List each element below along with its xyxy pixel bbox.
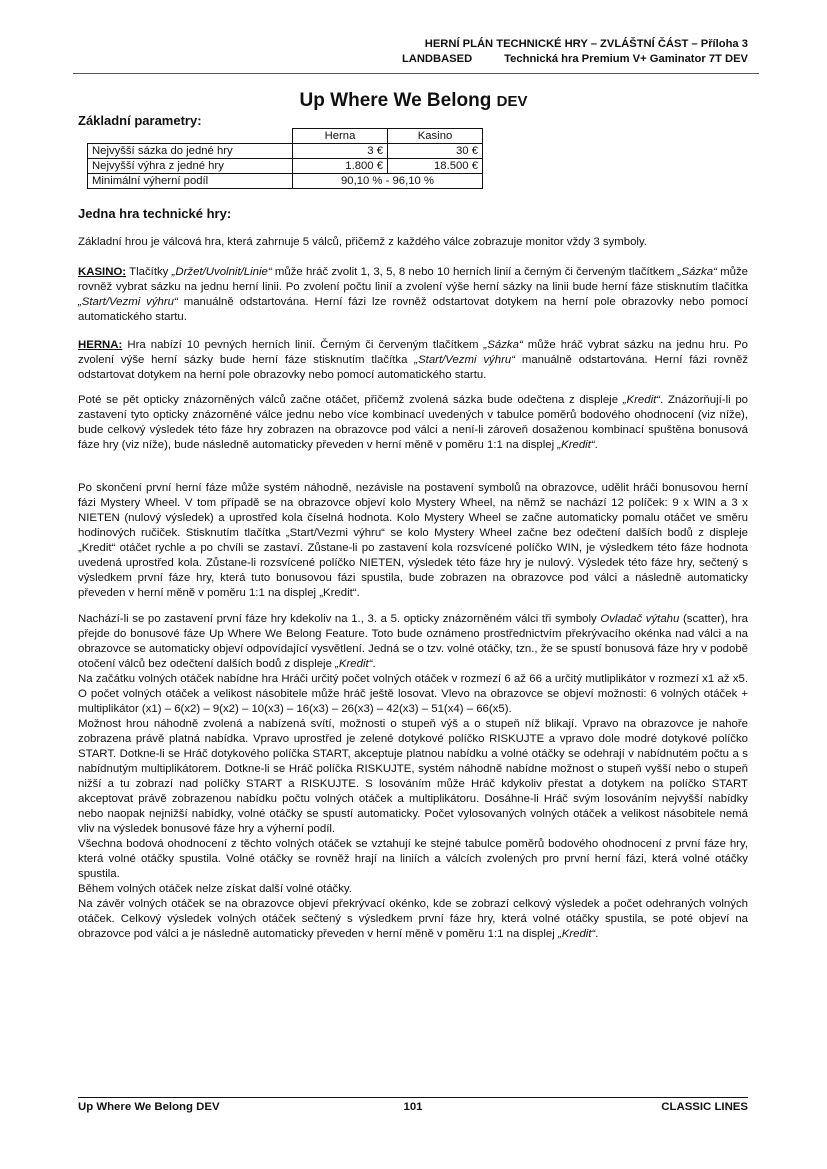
display-name: „Kredit“ (622, 394, 661, 406)
text: může hráč zvolit 1, 3, 5, 8 nebo 10 herních linií a černým či červeným tlačítkem (271, 266, 678, 278)
footer-game-name: Up Where We Belong DEV (78, 1101, 220, 1113)
footer-category: CLASSIC LINES (661, 1101, 748, 1113)
text: Na závěr volných otáček se na obrazovce objeví překrývací okénko, kde se zobrazí celkový výsledek a počet odehraných volných otáček. Celkový výsledek volných otáček sečtený s výsledkem první fáze hry, která volné otáčky spustila, se poté objeví na obrazovce pod válci a je následně automaticky převeden v herní měně v poměru 1:1 na displej (78, 898, 748, 940)
row-kasino-value: 30 € (388, 144, 483, 159)
table-row (88, 144, 483, 159)
text: Poté se pět opticky znázorněných válců začne otáčet, přičemž zvolená sázka bude odečtena z displeje (78, 394, 623, 406)
no-retrigger-text: Během volných otáček nelze získat další volné otáčky. (78, 883, 352, 895)
freespins-offer-text: Na začátku volných otáček nabídne hra Hráči určitý počet volných otáček v rozmezí 6 až 66 a určitý mutliplikátor v rozmezí x1 až x5. O počet volných otáček a velikost násobitele může hráč ještě losovat. Vlevo na obrazovce se objeví možnosti: 6 volných otáček + multiplikátor (x1) – 6(x2) – 9(x2) – 10(x3) – 16(x3) – 26(x3) – 42(x3) – 51(x4) – 66(x5). (78, 673, 748, 715)
text: (scatter), hra přejde do bonusové fáze Up Where We Belong Feature. Toto bude oznámeno prostřednictvím překrývacího okénka nad válci a na obrazovce se automaticky objeví odpovídající vysvětlení. Jedná se o tzv. volné otáčky, tzn., že se spustí bonusová fáze hry v podobě otočení válců bez odečtení dalších bodů z displeje (78, 613, 749, 670)
kasino-paragraph (78, 265, 748, 325)
params-header-row (88, 129, 483, 144)
header-divider (73, 73, 759, 74)
params-col-kasino: Kasino (388, 129, 483, 144)
row-label: Nejvyšší výhra z jedné hry (88, 159, 293, 174)
display-name: „Kredit“ (557, 439, 595, 451)
row-kasino-value: 18.500 € (388, 159, 483, 174)
row-combined-value: 90,10 % - 96,10 % (293, 174, 483, 189)
display-name: „Kredit“ (335, 658, 373, 670)
params-col-herna: Herna (293, 129, 388, 144)
header-document-title: HERNÍ PLÁN TECHNICKÉ HRY – ZVLÁŠTNÍ ČÁST – Příloha 3 (424, 38, 748, 50)
text: manuálně odstartována. Herní fázi lze rovněž odstartovat dotykem na herní pole obrazovky nebo pomocí automatického startu. (78, 296, 748, 323)
kasino-label: KASINO: (78, 266, 127, 278)
text: Tlačítky (126, 266, 172, 278)
text: . (594, 439, 598, 451)
herna-paragraph (78, 338, 748, 383)
title-main: Up Where We Belong (299, 90, 492, 111)
page-title (0, 90, 827, 112)
button-name: „Sázka“ (677, 266, 717, 278)
text: Hra nabízí 10 pevných herních linií. Černým či červeným tlačítkem (122, 339, 484, 351)
text: . (372, 658, 376, 670)
footer-divider (78, 1097, 748, 1098)
paytable-text: Všechna bodová ohodnocení z těchto volných otáček se vztahují ke stejné tabulce poměrů bodového ohodnocení z první fáze hry, která volné otáčky spustila. Volné otáčky se rovněž hrají na liniích a válcích zvolených pro první herní fázi, která volné otáčky spustila. (78, 838, 748, 880)
intro-text: Základní hrou je válcová hra, která zahrnuje 5 válců, přičemž z každého válce zobrazuje monitor vždy 3 symboly. (78, 236, 647, 248)
herna-label: HERNA: (78, 339, 123, 351)
title-suffix: DEV (496, 93, 528, 110)
text: Nachází-li se po zastavení první fáze hry kdekoliv na 1., 3. a 5. opticky znázorněném válci tři symboly (78, 613, 601, 625)
table-row (88, 159, 483, 174)
intro-paragraph (78, 235, 748, 250)
button-name: „Start/Vezmi výhru“ (414, 354, 515, 366)
game-section-heading: Jedna hra technické hry: (78, 206, 232, 221)
row-herna-value: 1.800 € (293, 159, 388, 174)
button-name: „Start/Vezmi výhru“ (78, 296, 178, 308)
mystery-wheel-paragraph (78, 481, 748, 601)
reels-paragraph (78, 393, 748, 453)
text: . Znázorňují-li po zastavení tyto opticky znázorněné válce jednu nebo více kombinací uvedených v tabulce poměrů bodového ohodnocení (viz níže), bude celkový výsledek této fáze hry zobrazen na obrazovce pod válci a není-li zároveň dosaženou kombinací spuštěna bonusová fáze hry (viz níže), bude následně automaticky převeden v herní měně v poměru 1:1 na displej (78, 394, 748, 451)
header-subtitle (402, 53, 748, 65)
params-header-blank (88, 129, 293, 144)
header-game-type: Technická hra Premium V+ Gaminator 7T DEV (504, 53, 748, 65)
text: může rovněž vybrat sázku na jednu herní linii. Po zvolení počtu linií a zvolení výše herní sázky na linii bude herní fáze stisknutím tlačítka (78, 266, 748, 293)
table-row (88, 174, 483, 189)
text: . (595, 928, 599, 940)
params-table (87, 128, 483, 189)
display-name: „Kredit“ (557, 928, 596, 940)
row-label: Nejvyšší sázka do jedné hry (88, 144, 293, 159)
text: může hráč vybrat sázku na jednu hru. Po zvolení výše herní sázky bude herní fáze stisknutím tlačítka (78, 339, 748, 366)
button-name: „Sázka“ (483, 339, 523, 351)
row-herna-value: 3 € (293, 144, 388, 159)
text: manuálně odstartována. Herní fázi rovněž odstartovat dotykem na herní pole obrazovky nebo pomocí automatického startu. (78, 354, 748, 381)
symbol-name: Ovladač výtahu (600, 613, 680, 625)
freespins-paragraphs (78, 612, 748, 942)
header-category: LANDBASED (401, 53, 473, 65)
button-name: „Držet/Uvolnit/Linie“ (171, 266, 272, 278)
basic-params-heading: Základní parametry: (78, 113, 202, 128)
mystery-wheel-text: Po skončení první herní fáze může systém náhodně, nezávisle na postavení symbolů na obrazovce, udělit hráči bonusovou herní fázi Mystery Wheel. V tom případě se na obrazovce objeví kolo Mystery Wheel, na němž se nachází 12 políček: 9 x WIN a 3 x NIETEN (nulový výsledek) a uprostřed kola číselná hodnota. Kolo Mystery Wheel se začne automaticky pomalu otáčet ve směru hodinových ručiček. Stisknutím tlačítka „Start/Vezmi výhru“ se kolo Mystery Wheel začne bez odečtení dalších bodů z displeje „Kredit“ otáčet rychle a po chvíli se zastaví. Zůstane-li po zastavení kola rozsvícené políčko WIN, je výsledkem této fáze hodnota uvedená uprostřed kola. Zůstane-li rozsvícené políčko NIETEN, výsledek této fáze hry je nulový. Výsledek této fáze hry, sečtený s výsledkem první fáze hry, která tuto bonusovou fázi spustila, bude zobrazen na obrazovce pod válci a následně automaticky převeden v herní měně v poměru 1:1 na displej „Kredit“. (78, 482, 748, 599)
page-number: 101 (403, 1101, 423, 1113)
gamble-text: Možnost hrou náhodně zvolená a nabízená svítí, možnosti o stupeň výš a o stupeň níž blikají. Vpravo na obrazovce je nahoře zobrazena právě platná nabídka. Vpravo uprostřed je zelené dotykové políčko RISKUJTE a vpravo dole modré dotykové políčko START. Dotkne-li se Hráč dotykového políčka START, akceptuje platnou nabídku a volné otáčky se odehrají v nabídnutém počtu a s nabídnutým multiplikátorem. Dotkne-li se Hráč políčka RISKUJTE, systém náhodně nabídne možnost o stupeň vyšší nebo o stupeň nižší a tu zobrazí nad políčky START a RISKUJTE. S losováním může Hráč kdykoliv přestat a dotykem na políčko START akceptovat právě zobrazenou nabídku počtu volných otáček a multiplikátoru. Dosáhne-li Hráč svým losováním nejvyšší nabídky nebo naopak nejnižší nabídky, volné otáčky se spustí automaticky. Počet vylosovaných volných otáček a velikost násobitele nemá vliv na výsledek bonusové fáze hry a výherní podíl. (78, 718, 748, 835)
row-label: Minimální výherní podíl (88, 174, 293, 189)
